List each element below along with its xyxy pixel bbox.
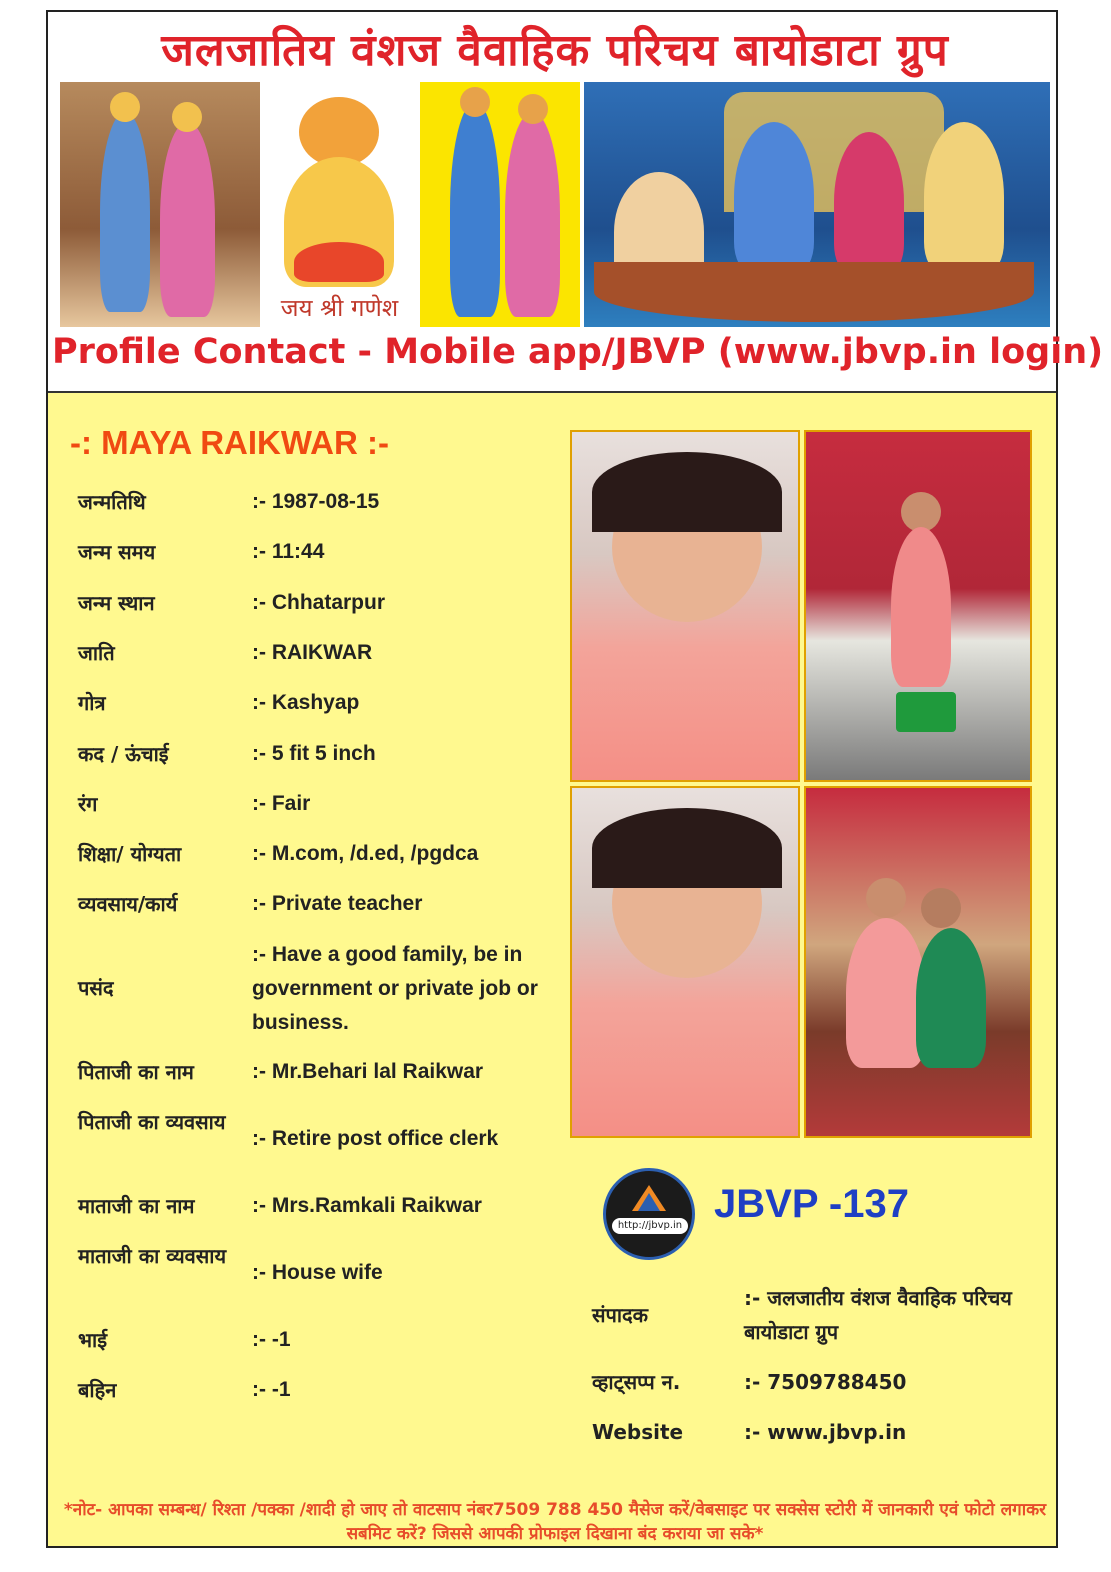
field-value-complexion: :- Fair xyxy=(252,792,311,815)
footer-note: *नोट- आपका सम्बन्ध/ रिश्ता /पक्का /शादी हो जाए तो वाटसाप नंबर7509 788 450 मैसेज करें/वेबसाइट पर सक्सेस स्टोरी में जानकारी एवं फोटो लगाकर सबमिट करें? जिससे आपकी प्रोफाइल दिखाना बंद कराया जा सके* xyxy=(63,1500,1047,1544)
field-value-preference: :- Have a good family, be in government or private job or business. xyxy=(252,943,538,1034)
ram-sita-yellow-image xyxy=(420,82,580,327)
field-value-mother-name: :- Mrs.Ramkali Raikwar xyxy=(252,1194,482,1217)
field-label-mother-occupation: माताजी का व्यवसाय xyxy=(78,1244,227,1268)
field-value-birth-place: :- Chhatarpur xyxy=(252,591,385,614)
field-label-father-occupation: पिताजी का व्यवसाय xyxy=(78,1110,226,1134)
field-value-gotra: :- Kashyap xyxy=(252,691,360,714)
profile-id: JBVP -137 xyxy=(714,1182,909,1226)
website-label: Website xyxy=(592,1420,684,1444)
field-value-father-occupation: :- Retire post office clerk xyxy=(252,1127,499,1150)
banner-caption: जय श्री गणेश xyxy=(262,293,417,323)
profile-contact-line: Profile Contact - Mobile app/JBVP (www.jbvp.in login) xyxy=(52,332,1104,372)
field-value-education: :- M.com, /d.ed, /pgdca xyxy=(252,842,479,865)
logo-url: http://jbvp.in xyxy=(612,1218,688,1234)
field-label-occupation: व्यवसाय/कार्य xyxy=(78,892,178,916)
jbvp-logo xyxy=(603,1168,695,1260)
field-label-height: कद / ऊंचाई xyxy=(78,742,169,766)
ram-sita-image xyxy=(60,82,260,327)
field-label-mother-name: माताजी का नाम xyxy=(78,1194,195,1218)
profile-photo-3[interactable] xyxy=(570,786,800,1138)
candidate-name: -: MAYA RAIKWAR :- xyxy=(70,424,389,461)
field-value-occupation: :- Private teacher xyxy=(252,892,423,915)
field-label-father-name: पिताजी का नाम xyxy=(78,1060,194,1084)
field-label-sister: बहिन xyxy=(78,1378,117,1402)
boat-scene-image xyxy=(584,82,1050,327)
ganesh-image xyxy=(264,82,414,327)
editor-value: :- जलजातीय वंशज वैवाहिक परिचय बायोडाटा ग्रुप xyxy=(744,1286,1012,1344)
field-value-height: :- 5 fit 5 inch xyxy=(252,742,376,765)
field-label-birth-place: जन्म स्थान xyxy=(78,591,155,615)
profile-photo-2[interactable] xyxy=(804,430,1032,782)
field-label-preference: पसंद xyxy=(78,976,114,1000)
field-label-caste: जाति xyxy=(78,641,115,665)
profile-photo-4[interactable] xyxy=(804,786,1032,1138)
field-label-complexion: रंग xyxy=(78,792,98,816)
field-value-birth-time: :- 11:44 xyxy=(252,540,325,563)
field-label-dob: जन्मतिथि xyxy=(78,490,146,514)
field-value-dob: :- 1987-08-15 xyxy=(252,490,380,513)
profile-photo-1[interactable] xyxy=(570,430,800,782)
deity-banner xyxy=(60,82,1050,327)
logo-emblem-icon xyxy=(606,1171,692,1257)
whatsapp-label: व्हाट्सप्प न. xyxy=(592,1370,681,1394)
field-label-brother: भाई xyxy=(78,1328,108,1352)
field-value-father-name: :- Mr.Behari lal Raikwar xyxy=(252,1060,484,1083)
group-title: जलजातिय वंशज वैवाहिक परिचय बायोडाटा ग्रुप xyxy=(161,25,949,76)
field-label-birth-time: जन्म समय xyxy=(78,540,156,564)
field-value-sister: :- -1 xyxy=(252,1378,291,1401)
whatsapp-value[interactable]: :- 7509788450 xyxy=(744,1370,907,1394)
field-value-brother: :- -1 xyxy=(252,1328,291,1351)
field-value-caste: :- RAIKWAR xyxy=(252,641,373,664)
field-label-gotra: गोत्र xyxy=(78,691,106,715)
field-value-mother-occupation: :- House wife xyxy=(252,1261,383,1284)
website-link[interactable]: :- www.jbvp.in xyxy=(744,1420,907,1444)
field-label-education: शिक्षा/ योग्यता xyxy=(78,842,182,866)
editor-label: संपादक xyxy=(592,1303,649,1327)
